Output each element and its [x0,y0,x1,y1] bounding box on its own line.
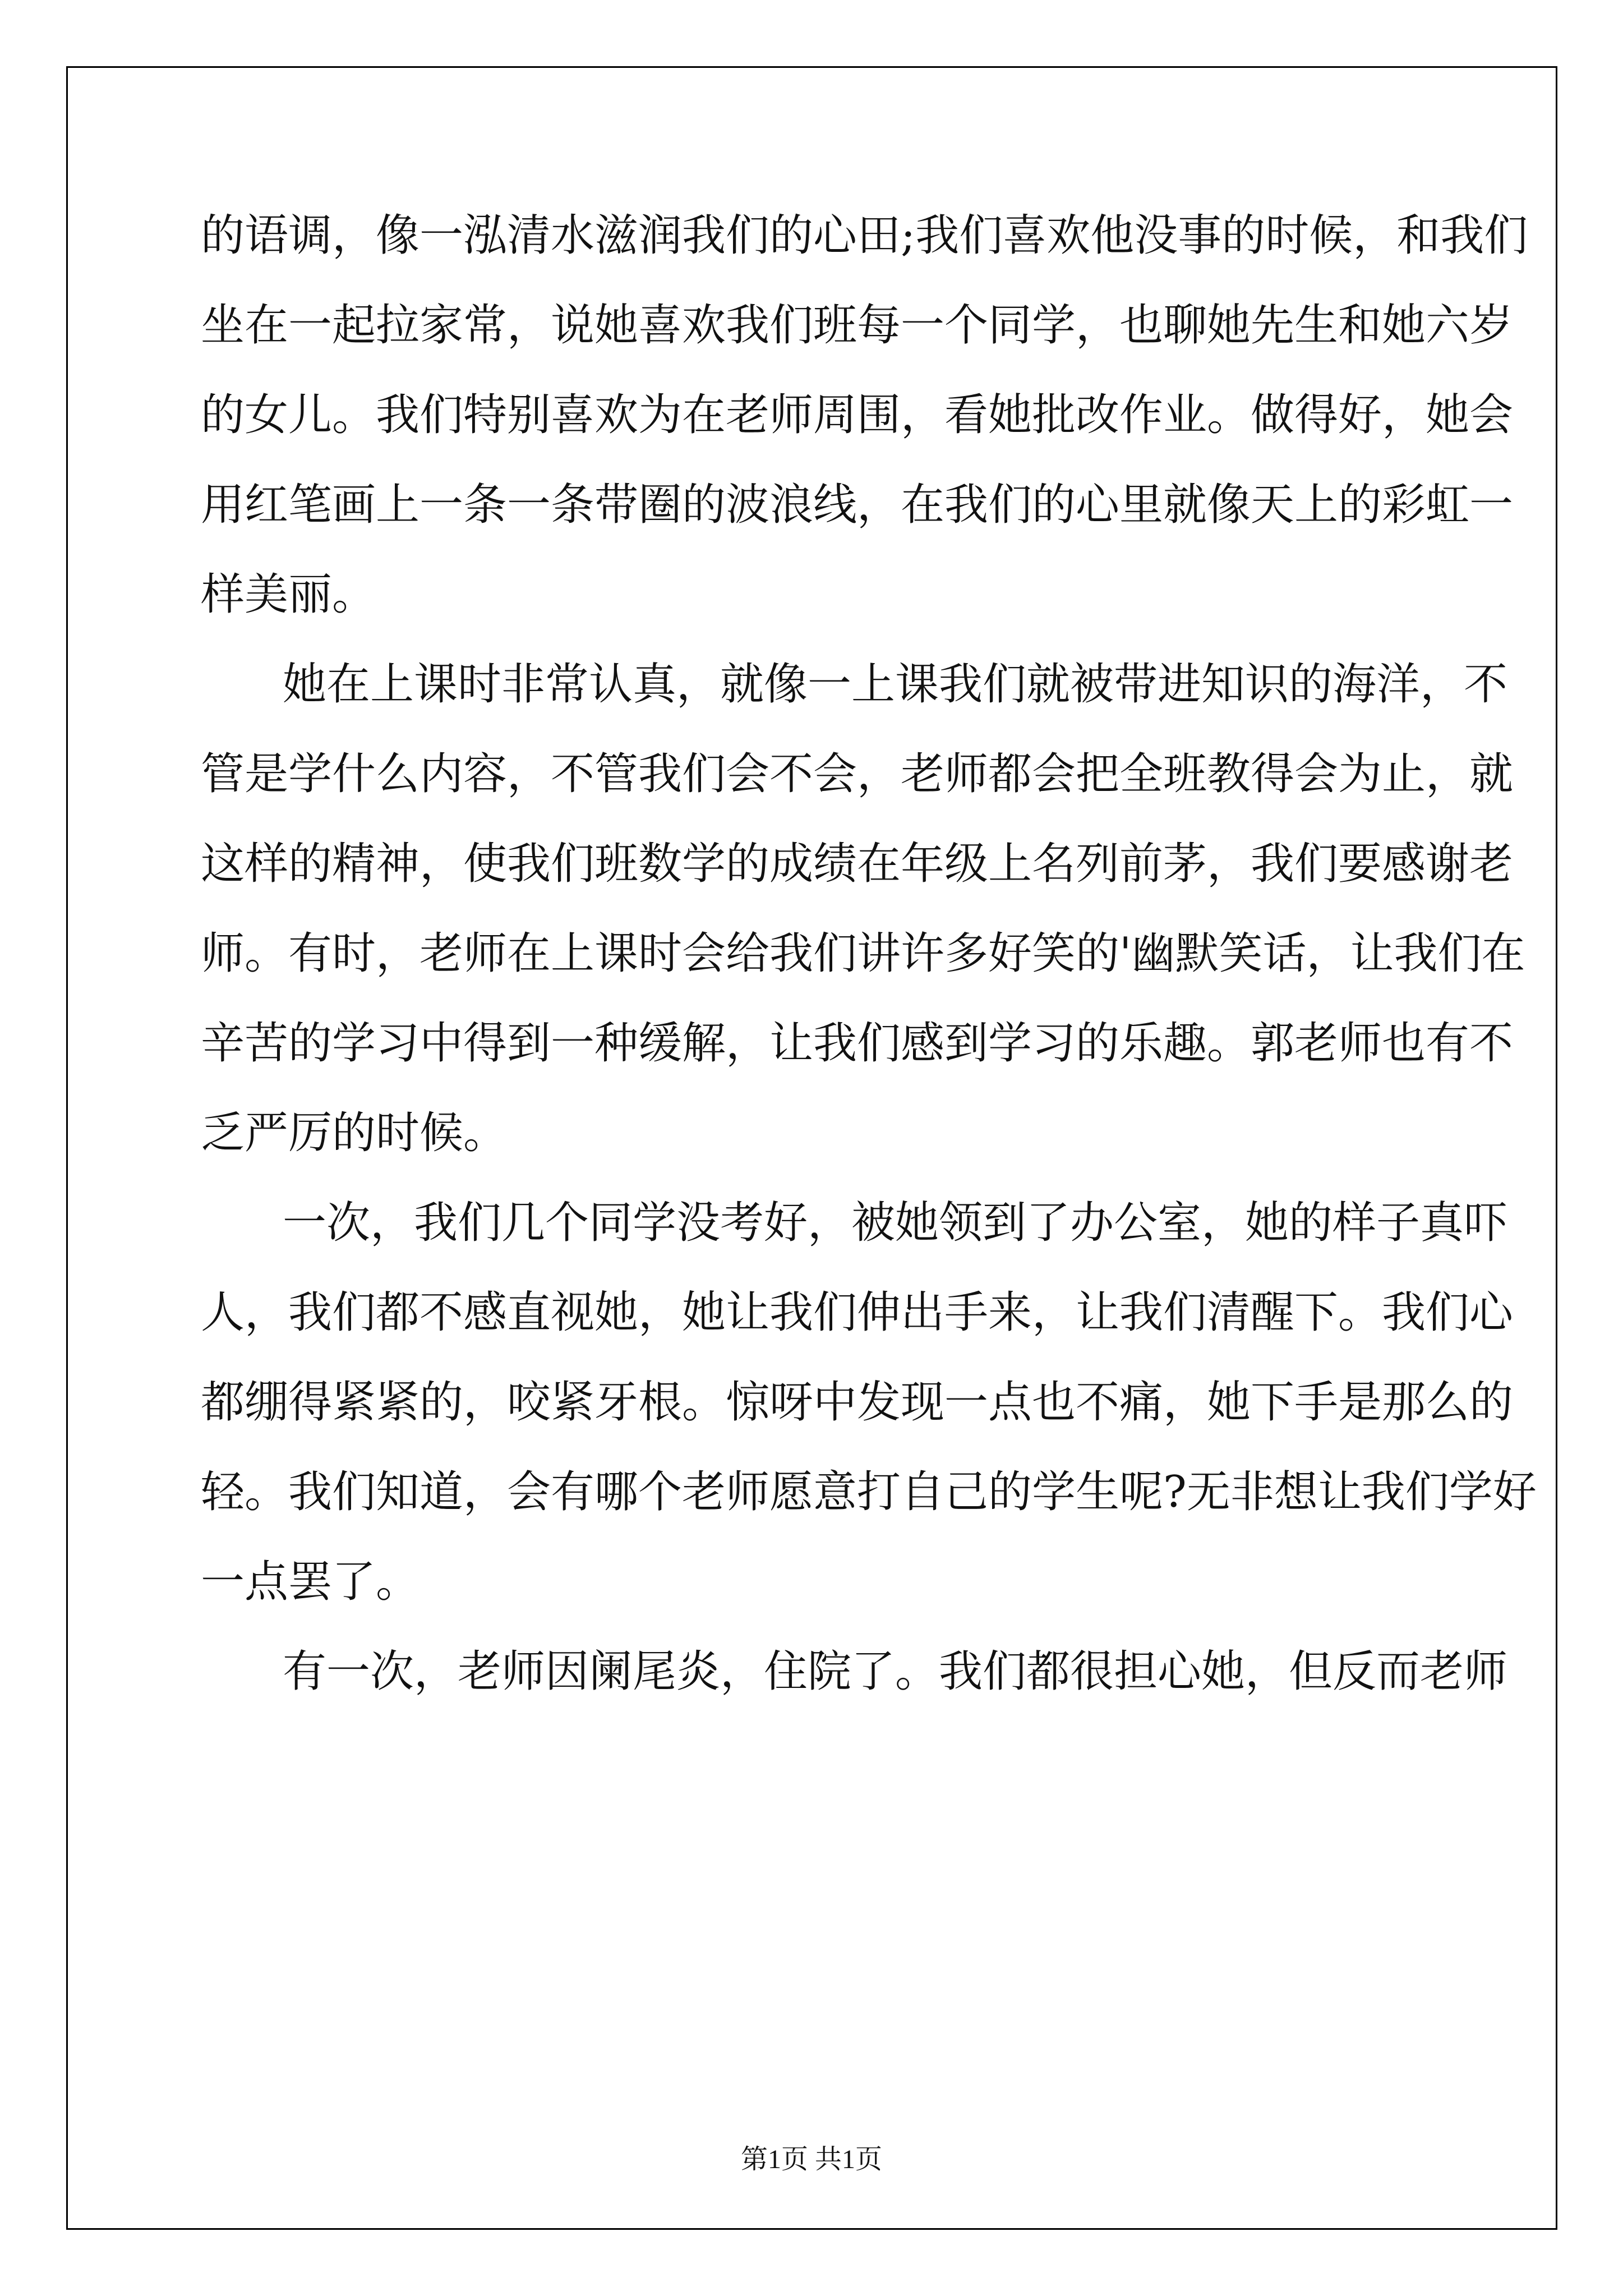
text-line: 的语调，像一泓清水滋润我们的心田;我们喜欢他没事的时候，和我们 [201,210,1528,261]
text-line: 人，我们都不感直视她，她让我们伸出手来，让我们清醒下。我们心 [201,1287,1514,1338]
text-line: 用红笔画上一条一条带圈的波浪线，在我们的心里就像天上的彩虹一 [201,480,1514,530]
text-line: 都绷得紧紧的，咬紧牙根。惊呀中发现一点也不痛，她下手是那么的 [201,1377,1514,1428]
text-line: 一次，我们几个同学没考好，被她领到了办公室，她的样子真吓 [283,1198,1508,1248]
text-line: 的女儿。我们特别喜欢为在老师周围，看她批改作业。做得好，她会 [201,390,1514,440]
text-line: 这样的精神，使我们班数学的成绩在年级上名列前茅，我们要感谢老 [201,839,1514,889]
text-line: 轻。我们知道，会有哪个老师愿意打自己的学生呢?无非想让我们学好 [201,1467,1537,1517]
text-line: 有一次，老师因阑尾炎，住院了。我们都很担心她，但反而老师 [283,1646,1508,1697]
text-line: 她在上课时非常认真，就像一上课我们就被带进知识的海洋，不 [283,659,1508,710]
text-line: 师。有时，老师在上课时会给我们讲许多好笑的'幽默笑话，让我们在 [201,928,1525,979]
text-line: 一点罢了。 [201,1557,420,1607]
text-line: 乏严厉的时候。 [201,1108,508,1158]
text-line: 坐在一起拉家常，说她喜欢我们班每一个同学，也聊她先生和她六岁 [201,300,1514,351]
text-line: 辛苦的学习中得到一种缓解，让我们感到学习的乐趣。郭老师也有不 [201,1018,1514,1069]
text-line: 管是学什么内容，不管我们会不会，老师都会把全班教得会为止，就 [201,749,1514,799]
page-footer: 第1页 共1页 [740,2145,882,2174]
text-line: 样美丽。 [201,569,376,620]
